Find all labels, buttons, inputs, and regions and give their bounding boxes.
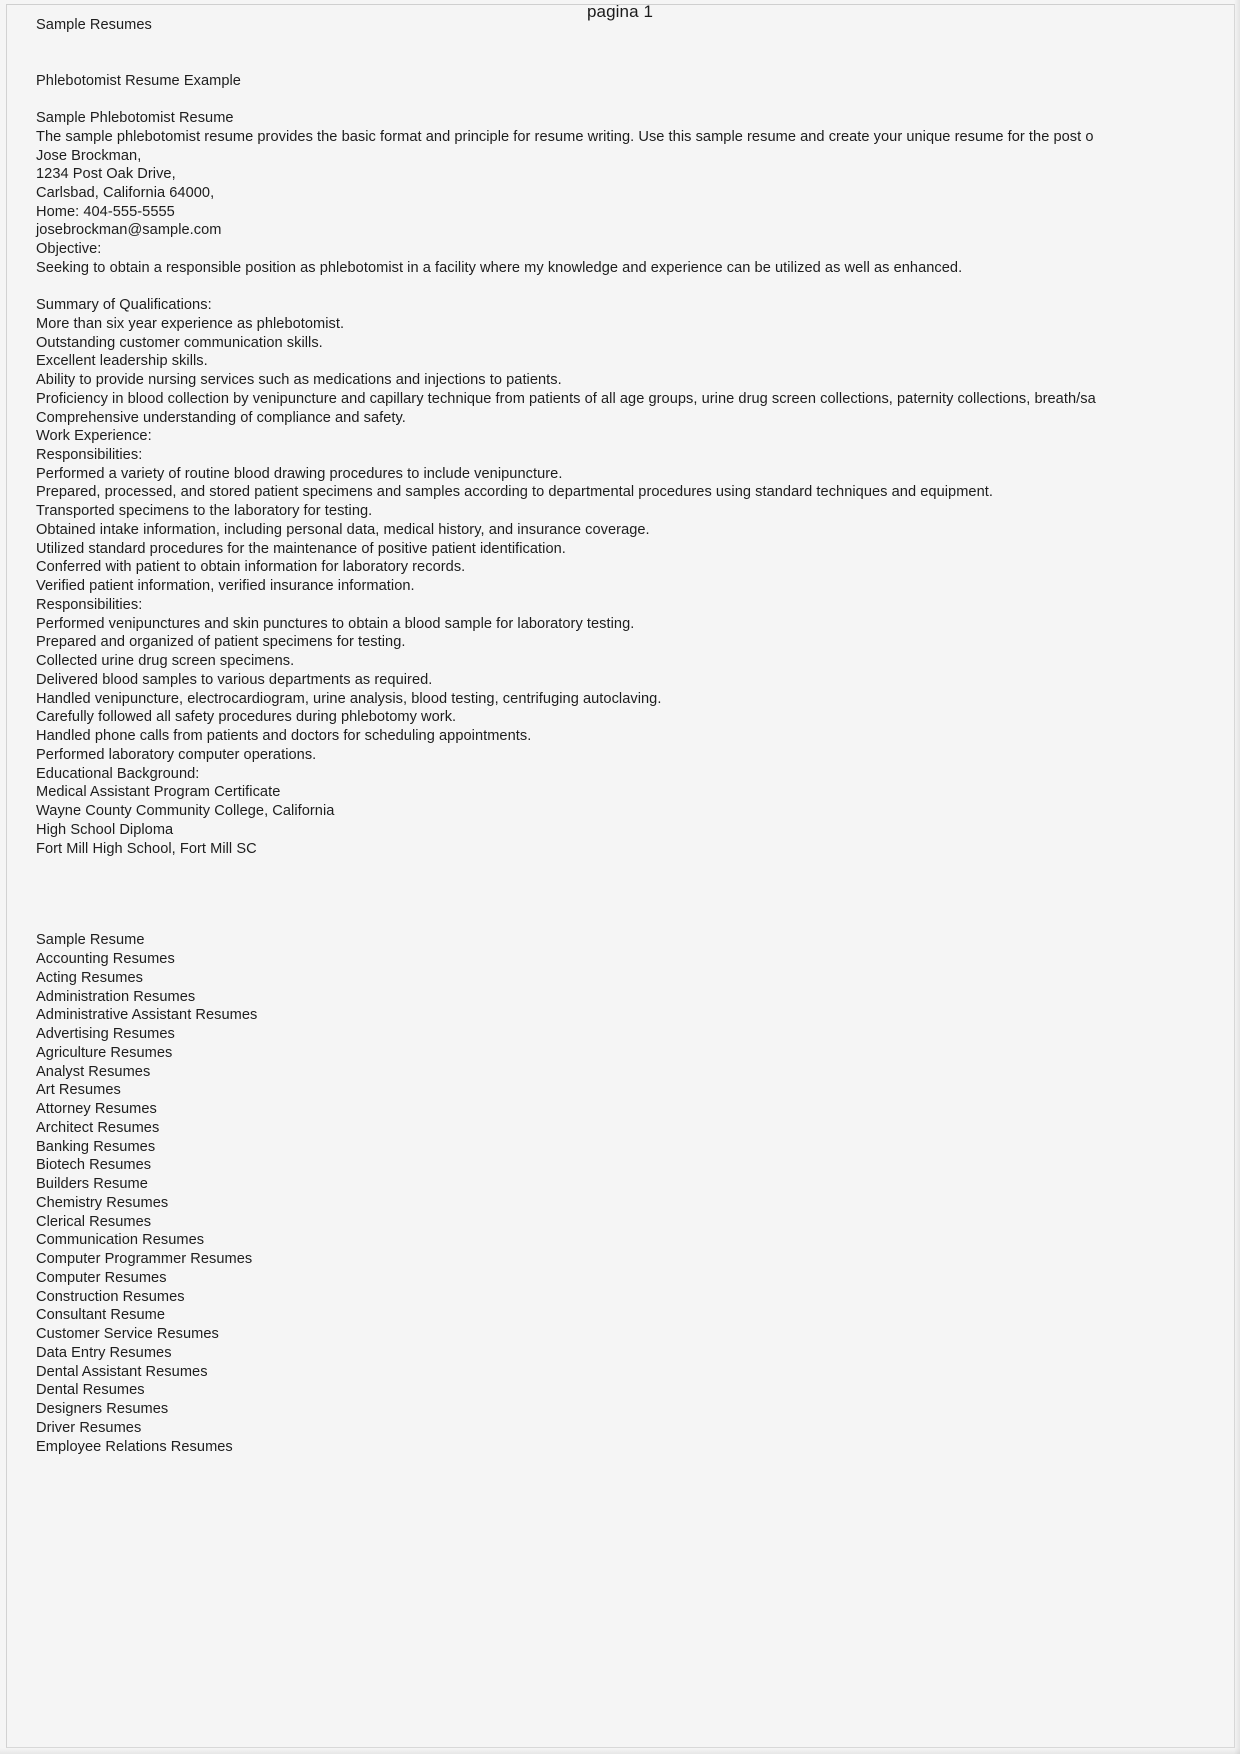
summary-list (36, 315, 1232, 428)
contact-line: Home: 404-555-5555 (36, 203, 175, 220)
spacer (36, 858, 1232, 913)
page-edge-shadow-bottom (0, 1748, 1240, 1754)
summary-item: More than six year experience as phlebotomist. (36, 315, 345, 332)
page-edge-shadow-right (1234, 0, 1240, 1754)
resume-index-link[interactable]: Communication Resumes (36, 1232, 205, 1249)
summary-item: Ability to provide nursing services such as medications and injections to patients. (36, 372, 562, 389)
resume-index-link[interactable]: Accounting Resumes (36, 951, 175, 968)
education-item: Wayne County Community College, California (36, 803, 335, 820)
responsibility-item: Carefully followed all safety procedures during phlebotomy work. (36, 709, 457, 726)
resume-index-link[interactable]: Builders Resume (36, 1176, 148, 1193)
responsibilities-label: Responsibilities: (36, 447, 143, 464)
responsibilities-label: Responsibilities: (36, 596, 143, 613)
resume-index-link[interactable]: Agriculture Resumes (36, 1044, 173, 1061)
page-number-header: pagina 1 (586, 2, 654, 21)
resume-intro: The sample phlebotomist resume provides the basic format and principle for resume writing. Use this sample resume and create your unique resume for the post o (36, 128, 1094, 145)
resume-index-link[interactable]: Analyst Resumes (36, 1063, 151, 1080)
responsibilities-list-2 (36, 615, 1232, 765)
education-list (36, 783, 1232, 858)
resume-index-link[interactable]: Computer Resumes (36, 1269, 167, 1286)
summary-label: Summary of Qualifications: (36, 297, 212, 314)
education-label: Educational Background: (36, 765, 200, 782)
spacer (36, 913, 1232, 931)
contact-block (36, 147, 1232, 241)
responsibility-item: Handled phone calls from patients and doctors for scheduling appointments. (36, 728, 532, 745)
spacer (36, 90, 1232, 109)
spacer (36, 35, 1232, 72)
responsibility-item: Transported specimens to the laboratory for testing. (36, 503, 373, 520)
resume-index-link[interactable]: Computer Programmer Resumes (36, 1251, 253, 1268)
resume-index-link[interactable]: Consultant Resume (36, 1307, 166, 1324)
resume-index-list (36, 931, 1232, 1456)
resume-index-link[interactable]: Administrative Assistant Resumes (36, 1007, 258, 1024)
summary-item: Excellent leadership skills. (36, 353, 208, 370)
resume-index-link[interactable]: Designers Resumes (36, 1401, 169, 1418)
resume-heading: Sample Phlebotomist Resume (36, 110, 234, 127)
contact-line: Jose Brockman, (36, 147, 142, 164)
summary-item: Proficiency in blood collection by venipuncture and capillary technique from patients of all age groups, urine drug screen collections, paternity collections, breath/sa (36, 390, 1096, 407)
resume-index-link[interactable]: Advertising Resumes (36, 1026, 175, 1043)
resume-index-link[interactable]: Dental Assistant Resumes (36, 1363, 208, 1380)
responsibility-item: Obtained intake information, including personal data, medical history, and insurance coverage. (36, 521, 650, 538)
responsibility-item: Prepared, processed, and stored patient specimens and samples according to departmental procedures using standard techniques and equipment. (36, 484, 993, 501)
responsibility-item: Performed venipunctures and skin punctures to obtain a blood sample for laboratory testing. (36, 615, 635, 632)
resume-index-link[interactable]: Clerical Resumes (36, 1213, 152, 1230)
resume-index-link[interactable]: Construction Resumes (36, 1288, 185, 1305)
responsibility-item: Collected urine drug screen specimens. (36, 653, 295, 670)
spacer (36, 277, 1232, 296)
resume-index-link[interactable]: Administration Resumes (36, 988, 196, 1005)
education-item: High School Diploma (36, 821, 174, 838)
contact-email: josebrockman@sample.com (36, 222, 222, 239)
site-title: Sample Resumes (36, 17, 152, 33)
resume-index-link[interactable]: Attorney Resumes (36, 1101, 157, 1118)
responsibility-item: Handled venipuncture, electrocardiogram, urine analysis, blood testing, centrifuging autoclaving. (36, 690, 662, 707)
responsibility-item: Delivered blood samples to various departments as required. (36, 671, 433, 688)
contact-line: 1234 Post Oak Drive, (36, 166, 176, 183)
resume-index-link[interactable]: Chemistry Resumes (36, 1194, 169, 1211)
work-experience-label: Work Experience: (36, 428, 152, 445)
objective-label: Objective: (36, 241, 102, 258)
resume-index-link[interactable]: Driver Resumes (36, 1419, 142, 1436)
summary-item: Outstanding customer communication skills. (36, 334, 323, 351)
responsibilities-list-1 (36, 465, 1232, 596)
resume-index-link[interactable]: Architect Resumes (36, 1119, 160, 1136)
resume-index-link[interactable]: Acting Resumes (36, 969, 143, 986)
resume-index-link[interactable]: Dental Resumes (36, 1382, 145, 1399)
summary-item: Comprehensive understanding of compliance and safety. (36, 409, 406, 426)
contact-line: Carlsbad, California 64000, (36, 184, 215, 201)
responsibility-item: Conferred with patient to obtain information for laboratory records. (36, 559, 466, 576)
education-item: Medical Assistant Program Certificate (36, 784, 281, 801)
resume-index-link[interactable]: Data Entry Resumes (36, 1344, 172, 1361)
responsibility-item: Prepared and organized of patient specimens for testing. (36, 634, 406, 651)
article-title: Phlebotomist Resume Example (36, 72, 241, 89)
resume-index-link[interactable]: Banking Resumes (36, 1138, 156, 1155)
objective-text: Seeking to obtain a responsible position as phlebotomist in a facility where my knowledge and experience can be utilized as well as enhanced. (36, 259, 963, 276)
education-item: Fort Mill High School, Fort Mill SC (36, 840, 257, 857)
responsibility-item: Performed laboratory computer operations. (36, 746, 317, 763)
document-content (36, 16, 1232, 1716)
responsibility-item: Verified patient information, verified insurance information. (36, 578, 415, 595)
resume-index-link[interactable]: Art Resumes (36, 1082, 121, 1099)
responsibility-item: Performed a variety of routine blood drawing procedures to include venipuncture. (36, 465, 563, 482)
resume-index-link[interactable]: Employee Relations Resumes (36, 1438, 233, 1455)
resume-index-link[interactable]: Customer Service Resumes (36, 1326, 219, 1343)
resume-index-link[interactable]: Biotech Resumes (36, 1157, 152, 1174)
responsibility-item: Utilized standard procedures for the maintenance of positive patient identification. (36, 540, 566, 557)
resume-index-link[interactable]: Sample Resume (36, 932, 145, 949)
